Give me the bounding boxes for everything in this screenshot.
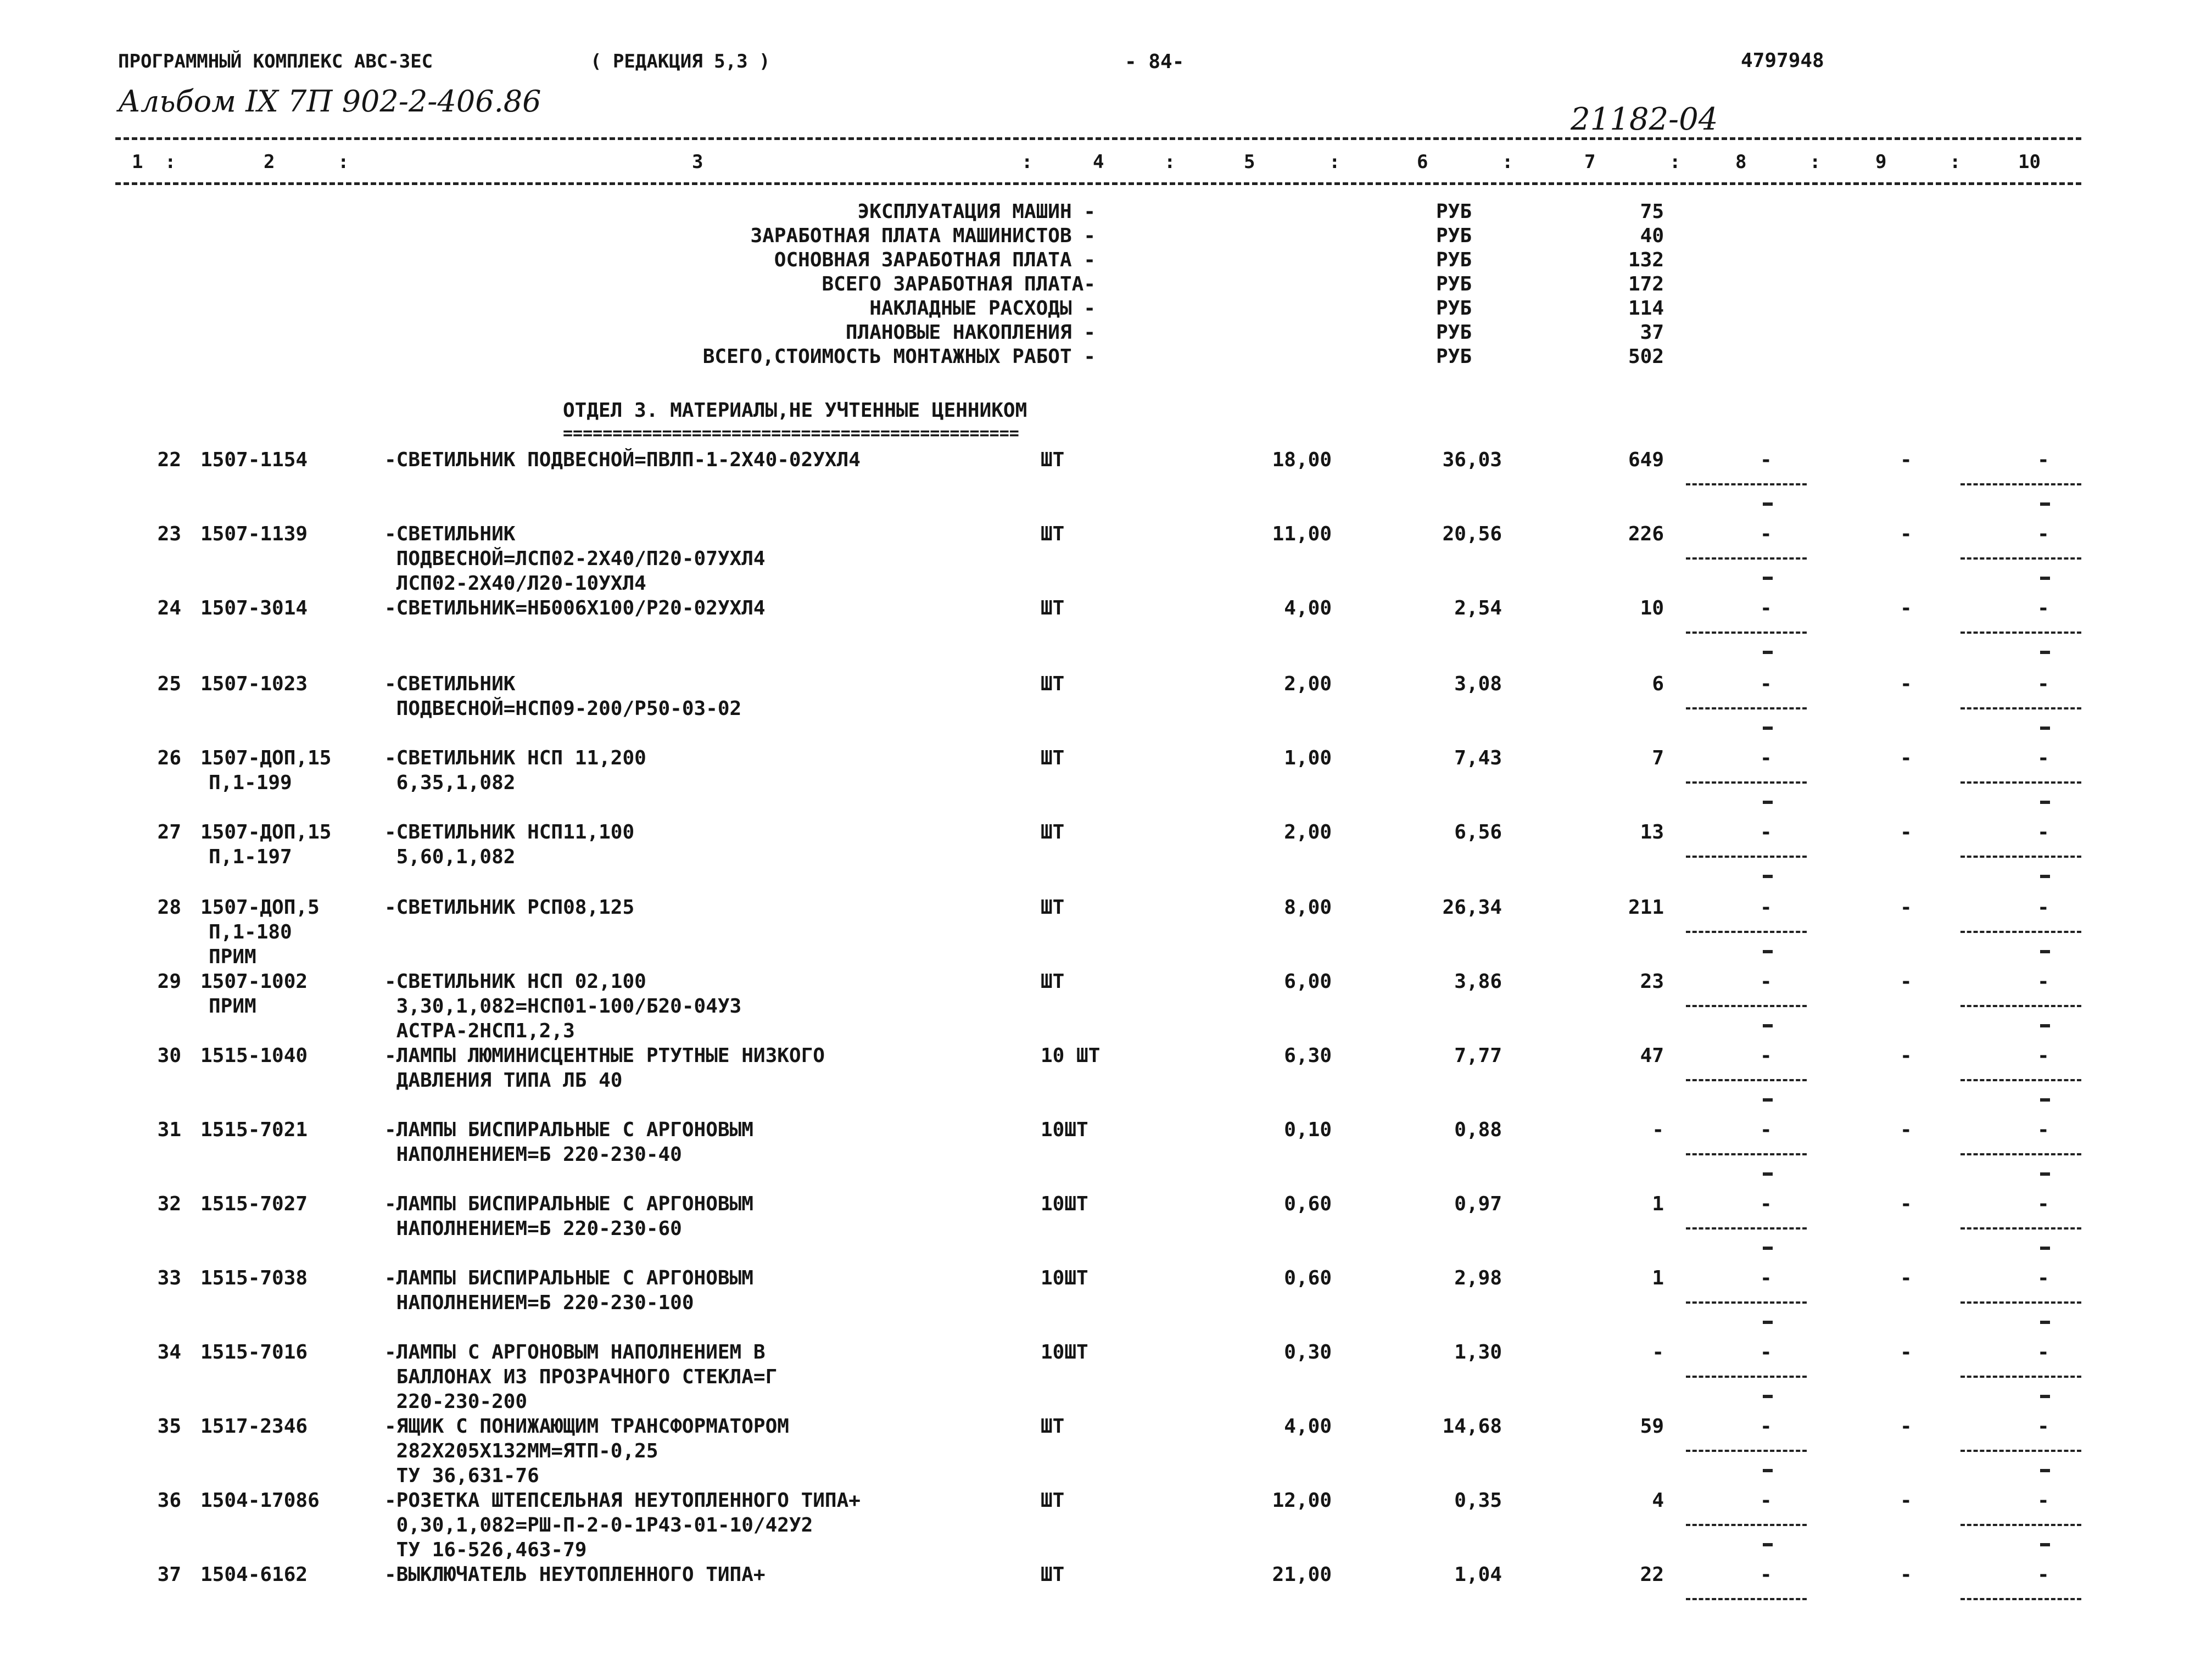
- row-number: 22: [157, 449, 181, 471]
- row-price: 3,86: [1454, 970, 1502, 993]
- row-col8: -: [1760, 1341, 1772, 1364]
- row-description-line: НАПОЛНЕНИЕМ=Б 220-230-100: [384, 1292, 694, 1314]
- row-col10-tick: [2040, 875, 2050, 878]
- row-code: 1507-ДОП,15: [200, 747, 332, 769]
- row-unit: 10 ШТ: [1041, 1044, 1101, 1067]
- row-number: 37: [157, 1563, 181, 1586]
- summary-label: ВСЕГО,СТОИМОСТЬ МОНТАЖНЫХ РАБОТ -: [702, 345, 1096, 368]
- row-number: 26: [157, 747, 181, 769]
- row-price: 2,54: [1454, 597, 1502, 619]
- row-quantity: 12,00: [1272, 1489, 1332, 1512]
- row-col10-tick: [2040, 1543, 2050, 1546]
- row-description-line: -ЛАМПЫ БИСПИРАЛЬНЫЕ С АРГОНОВЫМ: [384, 1119, 753, 1141]
- row-description-line: -СВЕТИЛЬНИК НСП 11,200: [384, 747, 646, 769]
- row-total: 47: [1640, 1044, 1664, 1067]
- row-code: 1507-1139: [200, 523, 308, 545]
- row-col8-rule: [1686, 632, 1807, 634]
- row-col10: -: [2037, 1341, 2049, 1364]
- row-description-line: НАПОЛНЕНИЕМ=Б 220-230-60: [384, 1217, 682, 1240]
- row-number: 30: [157, 1044, 181, 1067]
- column-number-3: 3: [692, 151, 703, 173]
- column-separator: :: [1021, 151, 1033, 173]
- summary-unit: РУБ: [1436, 225, 1472, 247]
- row-total: 6: [1652, 673, 1664, 695]
- row-col8: -: [1760, 970, 1772, 993]
- row-col10-rule: [1960, 632, 2081, 634]
- summary-unit: РУБ: [1436, 200, 1472, 223]
- row-description-line: -СВЕТИЛЬНИК ПОДВЕСНОЙ=ПВЛП-1-2Х40-02УХЛ4: [384, 449, 861, 471]
- row-price: 14,68: [1442, 1415, 1502, 1438]
- summary-value: 37: [1640, 321, 1664, 344]
- row-col10-rule: [1960, 856, 2081, 858]
- summary-unit: РУБ: [1436, 297, 1472, 320]
- row-code: 1517-2346: [200, 1415, 308, 1438]
- row-quantity: 0,10: [1284, 1119, 1332, 1141]
- row-quantity: 0,60: [1284, 1193, 1332, 1215]
- row-total: 23: [1640, 970, 1664, 993]
- row-price: 0,88: [1454, 1119, 1502, 1141]
- row-col8-rule: [1686, 1598, 1807, 1600]
- row-total: 10: [1640, 597, 1664, 619]
- row-price: 6,56: [1454, 821, 1502, 843]
- row-unit: ШТ: [1041, 523, 1065, 545]
- row-description-line: -СВЕТИЛЬНИК: [384, 673, 516, 695]
- row-col8: -: [1760, 1267, 1772, 1289]
- row-col10: -: [2037, 1267, 2049, 1289]
- column-number-4: 4: [1093, 151, 1104, 173]
- row-description-line: -СВЕТИЛЬНИК: [384, 523, 516, 545]
- row-number: 31: [157, 1119, 181, 1141]
- row-description-line: -ВЫКЛЮЧАТЕЛЬ НЕУТОПЛЕННОГО ТИПА+: [384, 1563, 766, 1586]
- column-separator: :: [165, 151, 176, 173]
- row-col8-rule: [1686, 931, 1807, 933]
- row-col10: -: [2037, 1044, 2049, 1067]
- row-col10-tick: [2040, 950, 2050, 953]
- row-description-line: -ЛАМПЫ БИСПИРАЛЬНЫЕ С АРГОНОВЫМ: [384, 1267, 753, 1289]
- row-description-line: ПОДВЕСНОЙ=ЛСП02-2Х40/П20-07УХЛ4: [384, 547, 766, 570]
- row-unit: 10ШТ: [1041, 1119, 1088, 1141]
- row-col10-rule: [1960, 557, 2081, 560]
- row-price: 7,43: [1454, 747, 1502, 769]
- row-description-line: 5,60,1,082: [384, 846, 516, 868]
- row-col8-rule: [1686, 1005, 1807, 1007]
- row-number: 29: [157, 970, 181, 993]
- row-col8-tick: [1763, 1321, 1773, 1324]
- row-code: 1515-7027: [200, 1193, 308, 1215]
- row-unit: ШТ: [1041, 673, 1065, 695]
- row-col8-rule: [1686, 1227, 1807, 1230]
- row-total: 1: [1652, 1267, 1664, 1289]
- row-code-extra: ПРИМ: [209, 995, 256, 1018]
- row-col9: -: [1900, 1341, 1912, 1364]
- row-col10-tick: [2040, 1024, 2050, 1027]
- row-description-line: ЛСП02-2Х40/Л20-10УХЛ4: [384, 572, 646, 595]
- row-price: 1,04: [1454, 1563, 1502, 1586]
- code-handwritten: 21182-04: [1571, 102, 1718, 137]
- row-col8: -: [1760, 896, 1772, 919]
- row-col10: -: [2037, 1119, 2049, 1141]
- page-number: - 84-: [1125, 51, 1185, 73]
- row-col9: -: [1900, 1044, 1912, 1067]
- row-total: 226: [1628, 523, 1664, 545]
- row-number: 28: [157, 896, 181, 919]
- row-col8-tick: [1763, 577, 1773, 580]
- row-price: 7,77: [1454, 1044, 1502, 1067]
- row-col8: -: [1760, 449, 1772, 471]
- album-handwritten: Альбом IX 7П 902-2-406.86: [118, 84, 541, 119]
- row-price: 0,97: [1454, 1193, 1502, 1215]
- row-col9: -: [1900, 896, 1912, 919]
- row-col10-tick: [2040, 1172, 2050, 1176]
- row-unit: ШТ: [1041, 1489, 1065, 1512]
- row-quantity: 1,00: [1284, 747, 1332, 769]
- row-col8-rule: [1686, 1450, 1807, 1452]
- row-col10: -: [2037, 523, 2049, 545]
- column-separator: :: [1164, 151, 1176, 173]
- row-col10-rule: [1960, 1376, 2081, 1378]
- row-col8-tick: [1763, 502, 1773, 506]
- row-col8-rule: [1686, 1524, 1807, 1526]
- row-description-line: 0,30,1,082=РШ-П-2-0-1Р43-01-10/42У2: [384, 1514, 813, 1536]
- row-col10-tick: [2040, 577, 2050, 580]
- column-number-8: 8: [1735, 151, 1747, 173]
- row-number: 27: [157, 821, 181, 843]
- row-col10-rule: [1960, 707, 2081, 709]
- row-description-line: -СВЕТИЛЬНИК НСП 02,100: [384, 970, 646, 993]
- column-separator: :: [338, 151, 349, 173]
- row-col8-tick: [1763, 950, 1773, 953]
- row-col8: -: [1760, 1563, 1772, 1586]
- row-unit: ШТ: [1041, 896, 1065, 919]
- row-number: 23: [157, 523, 181, 545]
- row-description-line: НАПОЛНЕНИЕМ=Б 220-230-40: [384, 1143, 682, 1166]
- row-price: 3,08: [1454, 673, 1502, 695]
- row-total: 13: [1640, 821, 1664, 843]
- row-col8: -: [1760, 821, 1772, 843]
- row-col10-tick: [2040, 1469, 2050, 1472]
- row-description-line: 282Х205Х132ММ=ЯТП-0,25: [384, 1440, 658, 1462]
- row-description-line: -ЯЩИК С ПОНИЖАЮЩИМ ТРАНСФОРМАТОРОМ: [384, 1415, 789, 1438]
- row-code: 1507-1002: [200, 970, 308, 993]
- row-col10: -: [2037, 970, 2049, 993]
- section-title: ОТДЕЛ 3. МАТЕРИАЛЫ,НЕ УЧТЕННЫЕ ЦЕННИКОМ: [563, 399, 1027, 422]
- row-quantity: 18,00: [1272, 449, 1332, 471]
- row-price: 1,30: [1454, 1341, 1502, 1364]
- row-description-line: -СВЕТИЛЬНИК=НБ006Х100/Р20-02УХЛ4: [384, 597, 766, 619]
- row-col10-rule: [1960, 1005, 2081, 1007]
- summary-unit: РУБ: [1436, 273, 1472, 295]
- row-code: 1504-6162: [200, 1563, 308, 1586]
- row-unit: ШТ: [1041, 449, 1065, 471]
- row-col9: -: [1900, 523, 1912, 545]
- row-quantity: 8,00: [1284, 896, 1332, 919]
- row-unit: ШТ: [1041, 1563, 1065, 1586]
- row-description-line: БАЛЛОНАХ ИЗ ПРОЗРАЧНОГО СТЕКЛА=Г: [384, 1366, 778, 1388]
- row-total: -: [1652, 1119, 1664, 1141]
- column-number-9: 9: [1875, 151, 1887, 173]
- row-number: 32: [157, 1193, 181, 1215]
- row-total: -: [1652, 1341, 1664, 1364]
- row-col9: -: [1900, 970, 1912, 993]
- row-col10-tick: [2040, 1247, 2050, 1250]
- row-description-line: -СВЕТИЛЬНИК НСП11,100: [384, 821, 635, 843]
- row-code: 1507-ДОП,15: [200, 821, 332, 843]
- row-number: 35: [157, 1415, 181, 1438]
- row-number: 34: [157, 1341, 181, 1364]
- row-number: 36: [157, 1489, 181, 1512]
- row-col10-tick: [2040, 1395, 2050, 1398]
- row-description-line: ДАВЛЕНИЯ ТИПА ЛБ 40: [384, 1069, 623, 1092]
- summary-value: 114: [1628, 297, 1664, 320]
- row-col10: -: [2037, 1563, 2049, 1586]
- row-quantity: 4,00: [1284, 597, 1332, 619]
- row-col9: -: [1900, 597, 1912, 619]
- row-total: 649: [1628, 449, 1664, 471]
- document-id: 4797948: [1741, 49, 1824, 72]
- row-description-line: -РОЗЕТКА ШТЕПСЕЛЬНАЯ НЕУТОПЛЕННОГО ТИПА+: [384, 1489, 861, 1512]
- row-col8: -: [1760, 747, 1772, 769]
- row-col8-tick: [1763, 801, 1773, 804]
- row-col10-tick: [2040, 1321, 2050, 1324]
- row-col8: -: [1760, 1489, 1772, 1512]
- row-col10: -: [2037, 1489, 2049, 1512]
- row-code-extra: П,1-180: [209, 921, 292, 943]
- row-total: 7: [1652, 747, 1664, 769]
- row-code: 1515-7038: [200, 1267, 308, 1289]
- edition-label: ( РЕДАКЦИЯ 5,3 ): [590, 51, 770, 72]
- row-description-line: 3,30,1,082=НСП01-100/Б20-04У3: [384, 995, 742, 1018]
- summary-value: 172: [1628, 273, 1664, 295]
- row-price: 36,03: [1442, 449, 1502, 471]
- column-separator: :: [1502, 151, 1513, 173]
- row-total: 22: [1640, 1563, 1664, 1586]
- column-separator: :: [1809, 151, 1821, 173]
- row-col10-tick: [2040, 801, 2050, 804]
- row-total: 1: [1652, 1193, 1664, 1215]
- row-col8-tick: [1763, 1098, 1773, 1102]
- row-col10: -: [2037, 821, 2049, 843]
- row-col10-tick: [2040, 1098, 2050, 1102]
- row-description-line: -ЛАМПЫ С АРГОНОВЫМ НАПОЛНЕНИЕМ В: [384, 1341, 766, 1364]
- row-number: 33: [157, 1267, 181, 1289]
- row-col10: -: [2037, 597, 2049, 619]
- row-col10: -: [2037, 1193, 2049, 1215]
- row-quantity: 11,00: [1272, 523, 1332, 545]
- row-unit: ШТ: [1041, 1415, 1065, 1438]
- row-quantity: 0,60: [1284, 1267, 1332, 1289]
- summary-label: ВСЕГО ЗАРАБОТНАЯ ПЛАТА-: [822, 273, 1096, 295]
- row-col9: -: [1900, 1119, 1912, 1141]
- row-price: 2,98: [1454, 1267, 1502, 1289]
- row-quantity: 2,00: [1284, 821, 1332, 843]
- row-unit: ШТ: [1041, 747, 1065, 769]
- row-col8-tick: [1763, 1247, 1773, 1250]
- program-title: ПРОГРАММНЫЙ КОМПЛЕКС АВС-ЗЕС: [118, 51, 433, 72]
- column-separator: :: [1329, 151, 1340, 173]
- row-quantity: 6,00: [1284, 970, 1332, 993]
- row-col8: -: [1760, 1044, 1772, 1067]
- summary-label: ОСНОВНАЯ ЗАРАБОТНАЯ ПЛАТА -: [774, 249, 1096, 271]
- row-description-line: 220-230-200: [384, 1390, 528, 1413]
- row-col8: -: [1760, 1415, 1772, 1438]
- column-number-1: 1: [132, 151, 143, 173]
- column-separator: :: [1950, 151, 1961, 173]
- header-rule-bottom: [115, 182, 2081, 185]
- row-col10-tick: [2040, 502, 2050, 506]
- row-col9: -: [1900, 673, 1912, 695]
- row-col10-rule: [1960, 1079, 2081, 1081]
- row-col9: -: [1900, 449, 1912, 471]
- column-separator: :: [1669, 151, 1681, 173]
- row-col10-rule: [1960, 1227, 2081, 1230]
- row-col8: -: [1760, 523, 1772, 545]
- row-code-extra: ПРИМ: [209, 946, 256, 968]
- row-price: 26,34: [1442, 896, 1502, 919]
- row-price: 20,56: [1442, 523, 1502, 545]
- row-col10-tick: [2040, 651, 2050, 654]
- row-col10: -: [2037, 747, 2049, 769]
- row-unit: ШТ: [1041, 821, 1065, 843]
- row-number: 24: [157, 597, 181, 619]
- row-quantity: 21,00: [1272, 1563, 1332, 1586]
- column-number-2: 2: [264, 151, 275, 173]
- row-col8: -: [1760, 597, 1772, 619]
- row-code: 1515-1040: [200, 1044, 308, 1067]
- row-code: 1515-7016: [200, 1341, 308, 1364]
- row-col10: -: [2037, 673, 2049, 695]
- row-col8-rule: [1686, 781, 1807, 784]
- row-number: 25: [157, 673, 181, 695]
- column-number-10: 10: [2018, 151, 2041, 173]
- row-col8-tick: [1763, 651, 1773, 654]
- row-code: 1504-17086: [200, 1489, 320, 1512]
- row-col9: -: [1900, 821, 1912, 843]
- row-col8-tick: [1763, 1172, 1773, 1176]
- row-col8: -: [1760, 673, 1772, 695]
- row-quantity: 6,30: [1284, 1044, 1332, 1067]
- row-description-line: ПОДВЕСНОЙ=НСП09-200/Р50-03-02: [384, 697, 742, 720]
- row-col8-rule: [1686, 1153, 1807, 1155]
- row-code: 1507-1154: [200, 449, 308, 471]
- row-code: 1515-7021: [200, 1119, 308, 1141]
- row-col9: -: [1900, 1267, 1912, 1289]
- column-number-7: 7: [1584, 151, 1596, 173]
- row-col8-rule: [1686, 557, 1807, 560]
- row-description-line: 6,35,1,082: [384, 772, 516, 794]
- row-col8-rule: [1686, 483, 1807, 485]
- row-code-extra: П,1-199: [209, 772, 292, 794]
- row-col9: -: [1900, 1193, 1912, 1215]
- row-col10-rule: [1960, 1524, 2081, 1526]
- row-col8-tick: [1763, 1024, 1773, 1027]
- row-unit: ШТ: [1041, 597, 1065, 619]
- summary-label: ЭКСПЛУАТАЦИЯ МАШИН -: [857, 200, 1096, 223]
- row-total: 211: [1628, 896, 1664, 919]
- row-quantity: 2,00: [1284, 673, 1332, 695]
- row-col10: -: [2037, 896, 2049, 919]
- row-price: 0,35: [1454, 1489, 1502, 1512]
- row-col8-tick: [1763, 727, 1773, 730]
- row-col10: -: [2037, 1415, 2049, 1438]
- row-col10-rule: [1960, 483, 2081, 485]
- row-code-extra: П,1-197: [209, 846, 292, 868]
- summary-value: 75: [1640, 200, 1664, 223]
- row-col10-tick: [2040, 727, 2050, 730]
- summary-value: 40: [1640, 225, 1664, 247]
- row-col8-rule: [1686, 707, 1807, 709]
- header-rule-top: [115, 137, 2081, 140]
- row-unit: 10ШТ: [1041, 1267, 1088, 1289]
- summary-unit: РУБ: [1436, 321, 1472, 344]
- summary-unit: РУБ: [1436, 249, 1472, 271]
- row-description-line: -ЛАМПЫ ЛЮМИНИСЦЕНТНЫЕ РТУТНЫЕ НИЗКОГО: [384, 1044, 825, 1067]
- row-col8-rule: [1686, 856, 1807, 858]
- summary-label: НАКЛАДНЫЕ РАСХОДЫ -: [869, 297, 1096, 320]
- row-col10-rule: [1960, 1450, 2081, 1452]
- summary-value: 502: [1628, 345, 1664, 368]
- row-col9: -: [1900, 747, 1912, 769]
- row-code: 1507-1023: [200, 673, 308, 695]
- section-underline: ==============================================: [563, 424, 1019, 443]
- row-col10-rule: [1960, 1153, 2081, 1155]
- row-col8-rule: [1686, 1301, 1807, 1304]
- row-col8-tick: [1763, 1395, 1773, 1398]
- row-col9: -: [1900, 1415, 1912, 1438]
- row-total: 4: [1652, 1489, 1664, 1512]
- column-number-6: 6: [1417, 151, 1428, 173]
- summary-value: 132: [1628, 249, 1664, 271]
- row-description-line: -ЛАМПЫ БИСПИРАЛЬНЫЕ С АРГОНОВЫМ: [384, 1193, 753, 1215]
- row-col10-rule: [1960, 781, 2081, 784]
- row-code: 1507-ДОП,5: [200, 896, 320, 919]
- row-total: 59: [1640, 1415, 1664, 1438]
- row-col10-rule: [1960, 931, 2081, 933]
- row-col8-tick: [1763, 875, 1773, 878]
- row-col9: -: [1900, 1489, 1912, 1512]
- row-quantity: 0,30: [1284, 1341, 1332, 1364]
- row-col8-rule: [1686, 1079, 1807, 1081]
- summary-label: ЗАРАБОТНАЯ ПЛАТА МАШИНИСТОВ -: [750, 225, 1096, 247]
- row-col8: -: [1760, 1119, 1772, 1141]
- row-col8: -: [1760, 1193, 1772, 1215]
- row-col8-tick: [1763, 1543, 1773, 1546]
- row-col9: -: [1900, 1563, 1912, 1586]
- row-description-line: АСТРА-2НСП1,2,3: [384, 1020, 575, 1042]
- row-unit: 10ШТ: [1041, 1341, 1088, 1364]
- row-unit: 10ШТ: [1041, 1193, 1088, 1215]
- row-col8-tick: [1763, 1469, 1773, 1472]
- row-code: 1507-3014: [200, 597, 308, 619]
- row-description-line: ТУ 36,631-76: [384, 1465, 539, 1487]
- column-number-5: 5: [1244, 151, 1255, 173]
- summary-label: ПЛАНОВЫЕ НАКОПЛЕНИЯ -: [845, 321, 1096, 344]
- row-col10-rule: [1960, 1598, 2081, 1600]
- row-col10-rule: [1960, 1301, 2081, 1304]
- row-quantity: 4,00: [1284, 1415, 1332, 1438]
- summary-unit: РУБ: [1436, 345, 1472, 368]
- row-col10: -: [2037, 449, 2049, 471]
- row-description-line: ТУ 16-526,463-79: [384, 1539, 587, 1561]
- row-unit: ШТ: [1041, 970, 1065, 993]
- row-col8-rule: [1686, 1376, 1807, 1378]
- row-description-line: -СВЕТИЛЬНИК РСП08,125: [384, 896, 635, 919]
